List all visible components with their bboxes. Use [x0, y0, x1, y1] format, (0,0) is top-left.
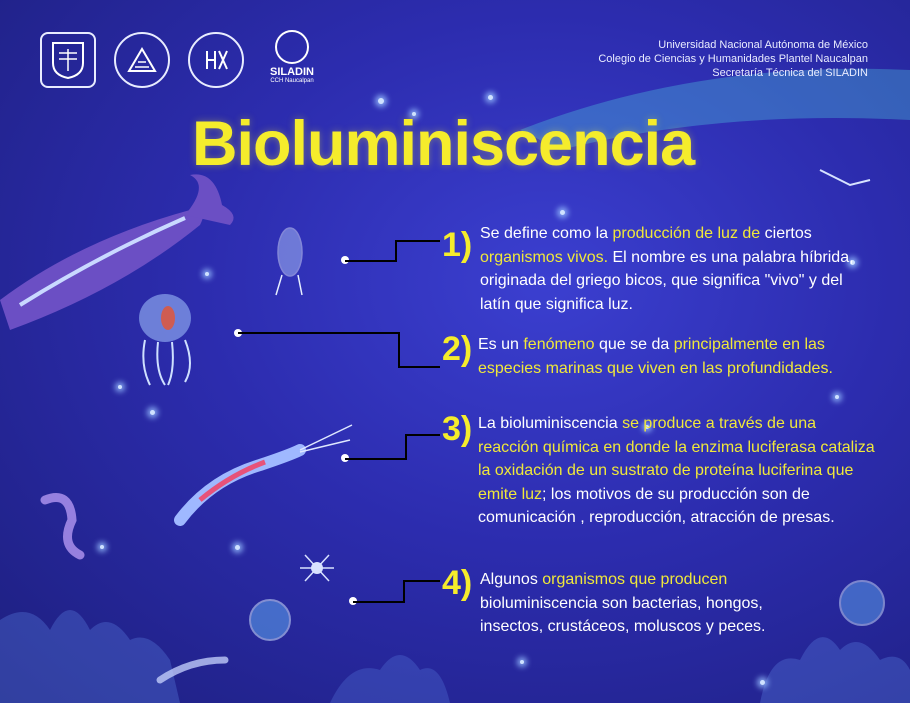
connector-line-2b [398, 366, 440, 368]
body-text: Se define como la [480, 225, 613, 242]
item-text-2 [478, 333, 878, 380]
body-text: Es un [478, 336, 524, 353]
highlighted-text: fenómeno [523, 336, 595, 353]
item-number-2: 2) [442, 330, 473, 368]
radiolarian-right-illustration [840, 581, 884, 625]
connector-line-1 [345, 240, 397, 262]
glow-dot [760, 680, 765, 685]
coral-middle [330, 655, 450, 703]
body-text: Algunos [480, 571, 543, 588]
header-line-3: Secretaría Técnica del SILADIN [712, 67, 868, 79]
connector-line-3b [405, 434, 440, 436]
body-text: que se da [594, 336, 674, 353]
atom-icon [275, 30, 309, 64]
item-text-3 [478, 412, 876, 530]
body-text: ciertos [760, 225, 812, 242]
body-text: bioluminiscencia son bacterias, hongos, insectos, crustáceos, moluscos y peces. [480, 594, 766, 635]
jellyfish-illustration [139, 294, 191, 385]
item-text-1 [480, 222, 876, 316]
coral-right [760, 637, 910, 703]
header-line-2: Colegio de Ciencias y Humanidades Plantel Naucalpan [598, 53, 868, 65]
header-line-1: Universidad Nacional Autónoma de México [658, 39, 868, 51]
logo-row [40, 30, 322, 90]
connector-line-4b [403, 580, 440, 582]
item-number-4: 4) [442, 564, 473, 602]
item-text-4 [480, 568, 810, 639]
cch-seal-icon [114, 32, 170, 88]
larva-illustration [45, 498, 80, 556]
unam-shield-icon [40, 32, 96, 88]
item-number-3: 3) [442, 410, 473, 448]
spider-illustration [300, 555, 334, 581]
siladin-logo-name: SILADIN [270, 66, 314, 78]
fish-illustration [0, 174, 234, 330]
shrimp-illustration [180, 425, 352, 520]
glow-dot [235, 545, 240, 550]
glow-dot [205, 272, 209, 276]
connector-line-2 [238, 332, 400, 368]
glow-dot [488, 95, 493, 100]
plankton-illustration [276, 228, 302, 295]
connector-line-3 [345, 434, 407, 460]
connector-line-1b [395, 240, 440, 242]
glow-dot [560, 210, 565, 215]
siladin-logo [262, 30, 322, 90]
glow-dot [520, 660, 524, 664]
glow-dot [118, 385, 122, 389]
highlighted-text: se produce a través de una reacción química en donde la enzima luciferasa cataliza la oxidación de un sustrato de proteína luciferina que emite luz [478, 415, 875, 503]
body-text: ; los motivos de su producción son de comunicación , reproducción, atracción de presas. [478, 485, 835, 526]
siladin-logo-sub: CCH Naucalpan [270, 78, 314, 84]
radiolarian-left-illustration [250, 600, 290, 640]
body-text: El nombre es una palabra híbrida, originada del griego bicos, que significa "vivo" y del latín que significa luz. [480, 248, 854, 313]
coral-left [0, 610, 180, 703]
plantel-naucalpan-seal-icon [188, 32, 244, 88]
glow-dot [378, 98, 384, 104]
glow-dot [835, 395, 839, 399]
copepod-illustration [820, 170, 870, 185]
body-text: La bioluminiscencia [478, 415, 623, 432]
highlighted-text: principalmente en las especies marinas que viven en las profundidades. [478, 336, 833, 377]
institution-header [598, 38, 868, 80]
highlighted-text: organismos que producen [542, 571, 728, 588]
glow-dot [100, 545, 104, 549]
connector-line-4 [353, 580, 405, 603]
page-title: Bioluminiscencia [192, 109, 695, 179]
highlighted-text: producción de luz de [612, 225, 761, 242]
glow-dot [150, 410, 155, 415]
highlighted-text: organismos vivos. [480, 248, 609, 266]
item-number-1: 1) [442, 226, 473, 264]
